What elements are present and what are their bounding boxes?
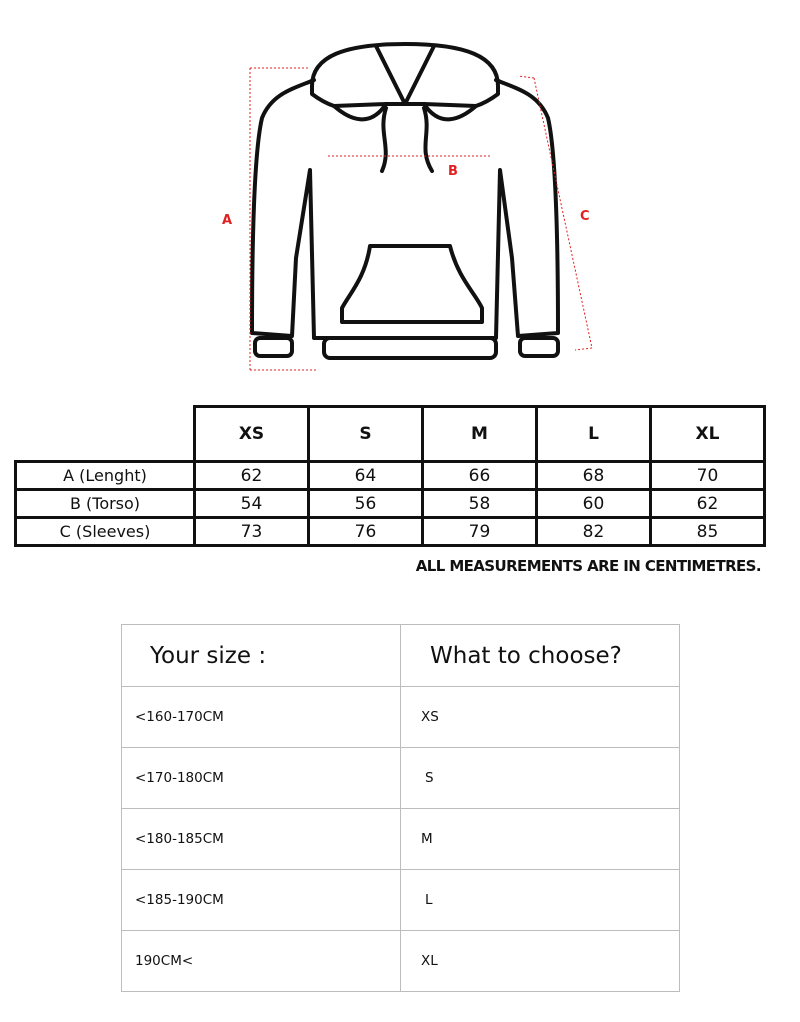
header-empty-cell bbox=[16, 407, 195, 462]
hoodie-diagram bbox=[200, 38, 610, 378]
dimension-a-line bbox=[250, 68, 318, 370]
table-cell: 54 bbox=[195, 490, 309, 518]
row-label: B (Torso) bbox=[16, 490, 195, 518]
row-label: A (Lenght) bbox=[16, 462, 195, 490]
size-header-m: M bbox=[423, 407, 537, 462]
height-range: <185-190CM bbox=[122, 870, 401, 931]
dimension-c-label: C bbox=[580, 209, 590, 224]
drawstring-left bbox=[382, 108, 386, 171]
right-cuff bbox=[520, 338, 558, 356]
kangaroo-pocket bbox=[342, 246, 482, 322]
table-cell: 66 bbox=[423, 462, 537, 490]
table-cell: 60 bbox=[537, 490, 651, 518]
waistband bbox=[324, 338, 496, 358]
row-label: C (Sleeves) bbox=[16, 518, 195, 546]
height-range: <160-170CM bbox=[122, 687, 401, 748]
table-row bbox=[122, 809, 680, 870]
drawstring-right bbox=[424, 108, 432, 171]
size-guide-table bbox=[121, 624, 680, 992]
height-range: 190CM< bbox=[122, 931, 401, 992]
table-row bbox=[122, 748, 680, 809]
table-cell: 68 bbox=[537, 462, 651, 490]
table-cell: 73 bbox=[195, 518, 309, 546]
guide-header-row bbox=[122, 625, 680, 687]
table-cell: 64 bbox=[309, 462, 423, 490]
height-range: <170-180CM bbox=[122, 748, 401, 809]
dimension-b-label: B bbox=[448, 164, 458, 179]
your-size-header: Your size : bbox=[122, 625, 401, 687]
table-cell: 76 bbox=[309, 518, 423, 546]
table-row bbox=[16, 518, 765, 546]
table-row bbox=[122, 931, 680, 992]
size-header-l: L bbox=[537, 407, 651, 462]
left-cuff bbox=[255, 338, 292, 356]
table-cell: 58 bbox=[423, 490, 537, 518]
body-outline bbox=[252, 80, 558, 338]
table-row bbox=[122, 687, 680, 748]
table-row bbox=[16, 462, 765, 490]
measurement-table bbox=[14, 405, 766, 547]
dimension-a-label: A bbox=[222, 213, 233, 228]
size-header-s: S bbox=[309, 407, 423, 462]
units-note: ALL MEASUREMENTS ARE IN CENTIMETRES. bbox=[415, 557, 761, 575]
table-row bbox=[16, 490, 765, 518]
recommended-size: XL bbox=[401, 931, 680, 992]
size-header-xs: XS bbox=[195, 407, 309, 462]
table-row bbox=[122, 870, 680, 931]
table-cell: 85 bbox=[651, 518, 765, 546]
table-cell: 62 bbox=[195, 462, 309, 490]
table-cell: 62 bbox=[651, 490, 765, 518]
hood-outline bbox=[312, 44, 498, 106]
recommended-size: L bbox=[401, 870, 680, 931]
size-header-row bbox=[16, 407, 765, 462]
height-range: <180-185CM bbox=[122, 809, 401, 870]
hood-opening bbox=[376, 46, 434, 104]
table-cell: 70 bbox=[651, 462, 765, 490]
recommended-size: S bbox=[401, 748, 680, 809]
table-cell: 56 bbox=[309, 490, 423, 518]
table-cell: 79 bbox=[423, 518, 537, 546]
what-to-choose-header: What to choose? bbox=[401, 625, 680, 687]
recommended-size: XS bbox=[401, 687, 680, 748]
size-header-xl: XL bbox=[651, 407, 765, 462]
recommended-size: M bbox=[401, 809, 680, 870]
table-cell: 82 bbox=[537, 518, 651, 546]
